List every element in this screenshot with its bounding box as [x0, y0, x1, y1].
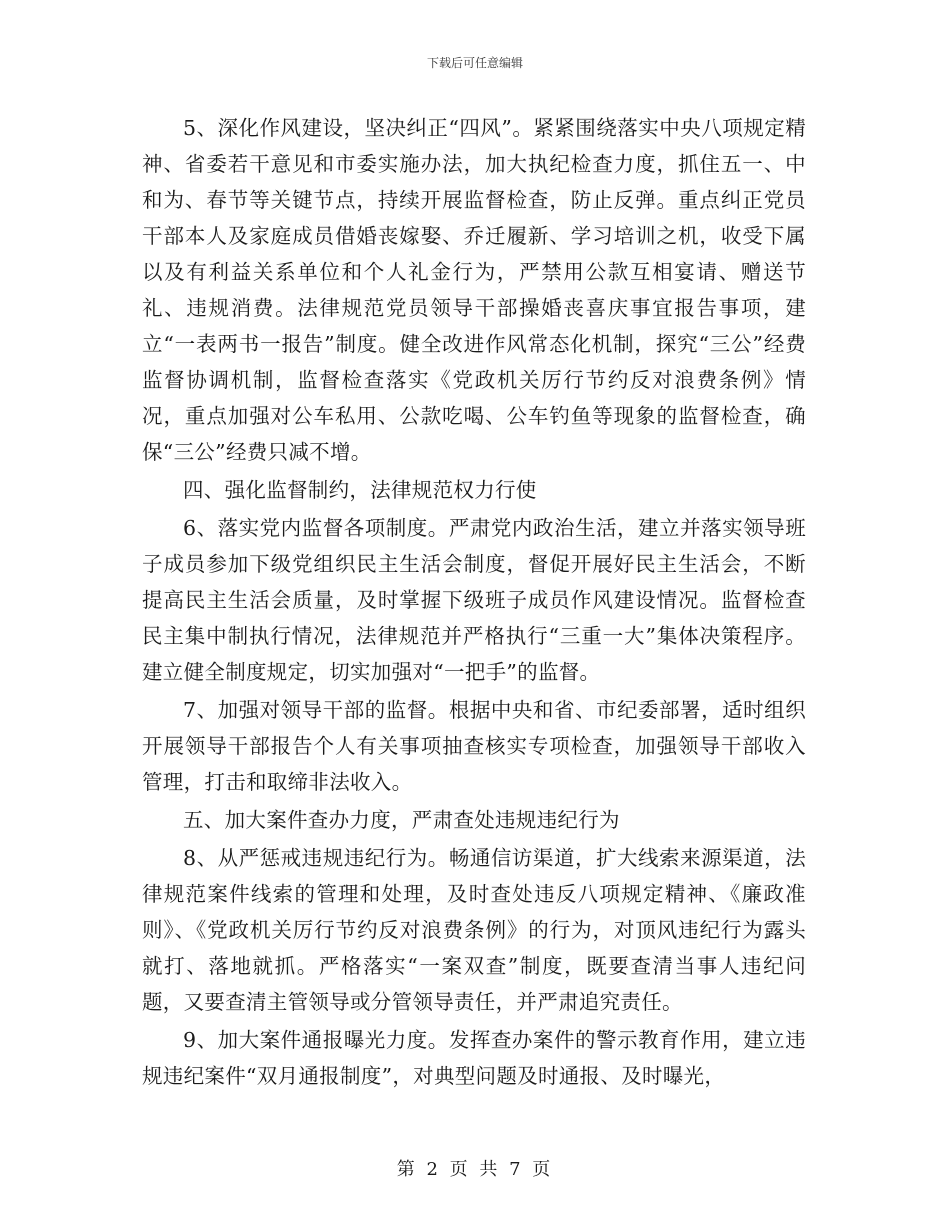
document-body — [142, 110, 806, 1094]
paragraph-8: 8、从严惩戒违规违纪行为。畅通信访渠道，扩大线索来源渠道，法律规范案件线索的管理和处理，及时查处违反八项规定精神、《廉政准则》、《党政机关厉行节约反对浪费条例》的行为，对顶风违纪行为露头就打、落地就抓。严格落实“一案双查”制度，既要查清当事人违纪问题，又要查清主管领导或分管领导责任，并严肃追究责任。 — [142, 846, 806, 1014]
page-header-note: 下载后可任意编辑 — [426, 56, 523, 70]
section-heading-5: 五、加大案件查办力度，严肃查处违规违纪行为 — [183, 808, 620, 832]
paragraph-5: 5、深化作风建设，坚决纠正“四风”。紧紧围绕落实中央八项规定精神、省委若干意见和市委实施办法，加大执纪检查力度，抓住五一、中和为、春节等关键节点，持续开展监督检查，防止反弹。重点纠正党员干部本人及家庭成员借婚丧嫁娶、乔迁履新、学习培训之机，收受下属以及有利益关系单位和个人礼金行为，严禁用公款互相宴请、赠送节礼、违规消费。法律规范党员领导干部操婚丧喜庆事宜报告事项，建立“一表两书一报告”制度。健全改进作风常态化机制，探究“三公”经费监督协调机制，监督检查落实《党政机关厉行节约反对浪费条例》情况，重点加强对公车私用、公款吃喝、公车钓鱼等现象的监督检查，确保“三公”经费只减不增。 — [142, 116, 806, 464]
paragraph-9: 9、加大案件通报曝光力度。发挥查办案件的警示教育作用，建立违规违纪案件“双月通报制度”，对典型问题及时通报、及时曝光， — [142, 1028, 806, 1088]
paragraph-6: 6、落实党内监督各项制度。严肃党内政治生活，建立并落实领导班子成员参加下级党组织民主生活会制度，督促开展好民主生活会，不断提高民主生活会质量，及时掌握下级班子成员作风建设情况。监督检查民主集中制执行情况，法律规范并严格执行“三重一大”集体决策程序。建立健全制度规定，切实加强对“一把手”的监督。 — [142, 516, 806, 684]
page-number: 第 2 页 共 7 页 — [396, 1159, 554, 1180]
paragraph-7: 7、加强对领导干部的监督。根据中央和省、市纪委部署，适时组织开展领导干部报告个人有关事项抽查核实专项检查，加强领导干部收入管理，打击和取缔非法收入。 — [142, 698, 806, 794]
section-heading-4: 四、强化监督制约，法律规范权力行使 — [183, 478, 537, 502]
